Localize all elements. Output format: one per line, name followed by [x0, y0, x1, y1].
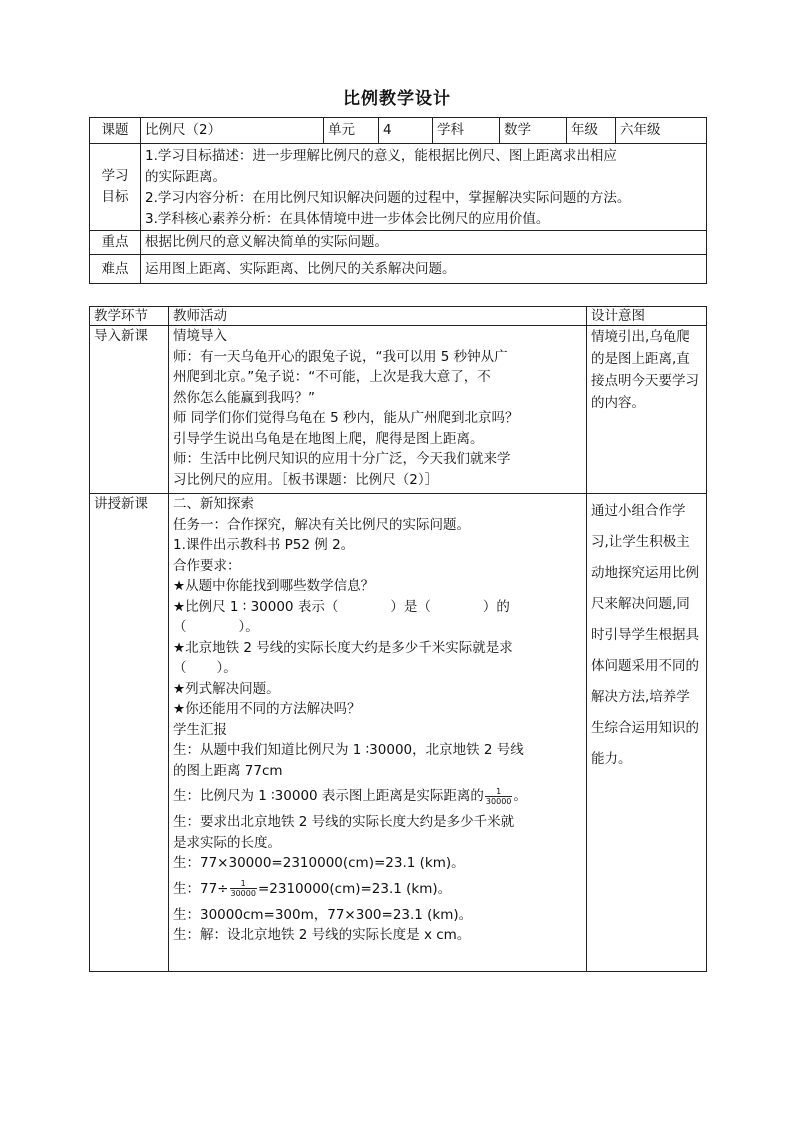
col-teacher-header: 教师活动	[169, 307, 587, 326]
intro-stage: 导入新课	[90, 326, 169, 494]
topic-label: 课题	[90, 118, 141, 144]
fraction-1-30000: $\frac{1}{30000}$	[485, 786, 512, 806]
goals-label: 学习 目标	[90, 144, 141, 231]
teach-activity: 二、新知探索 任务一：合作探究，解决有关比例尺的实际问题。 1.课件出示教科书 P52 例 2。 合作要求： ★从题中你能找到哪些数学信息？ ★比例尺 1 ∶ 30000 表示（ ）是（ ）的 （ ）。 ★北京地铁 2 号线的实际长度大约是多少千米实际就是求 （ ）。 ★列式解决问题。 ★你还能用不同的方法解决吗？ 学生汇报 生：从题中我们知道比例尺为 1 ∶30000，北京地铁 2 号线 的图上距离 77cm 生：比例尺为 1 ∶30000 表示图上距离是实际距离的 $\frac{1}{30000}$ 。 生：要求出北京地铁 2 号线的实际长度大约是多少千米就 是求实际的长度。 生：77×30000=2310000(cm)=23.1 (km)。 生：77÷ $\frac{1}{30000}$ =2310000(cm)=23.1 (km)。 生：30000cm=300m，77×300=23.1 (km)。 生：解：设北京地铁 2 号线的实际长度是 x cm。	[169, 494, 587, 972]
key-point-value: 根据比例尺的意义解决简单的实际问题。	[141, 231, 707, 255]
key-point-label: 重点	[90, 231, 141, 255]
subject-label: 学科	[433, 118, 500, 144]
teaching-process-table	[89, 306, 707, 972]
intro-activity: 情境导入 师：有一天乌龟开心的跟兔子说，“我可以用 5 秒钟从广 州爬到北京。”兔子说：“不可能，上次是我大意了，不 然你怎么能赢到我吗？” 师 同学们你们觉得乌龟在 5 秒内，能从广州爬到北京吗？ 引导学生说出乌龟是在地图上爬，爬得是图上距离。 师：生活中比例尺知识的应用十分广泛，今天我们就来学 习比例尺的应用。［板书课题：比例尺（2）］	[169, 326, 587, 494]
unit-value: 4	[379, 118, 433, 144]
col-stage-header: 教学环节	[90, 307, 169, 326]
grade-value: 六年级	[616, 118, 707, 144]
difficulty-label: 难点	[90, 255, 141, 284]
fraction-1-30000-b: $\frac{1}{30000}$	[230, 879, 256, 898]
teach-stage: 讲授新课	[90, 494, 169, 972]
col-intent-header: 设计意图	[587, 307, 707, 326]
lesson-info-table	[89, 117, 707, 284]
topic-value: 比例尺（2）	[141, 118, 324, 144]
intro-intent: 情境引出,乌龟爬的是图上距离,直接点明今天要学习的内容。	[587, 326, 707, 494]
goals-content: 1.学习目标描述：进一步理解比例尺的意义，能根据比例尺、图上距离求出相应 的实际距离。 2.学习内容分析：在用比例尺知识解决问题的过程中，掌握解决实际问题的方法。 3.学科核心素养分析：在具体情境中进一步体会比例尺的应用价值。	[141, 144, 707, 231]
unit-label: 单元	[324, 118, 379, 144]
difficulty-value: 运用图上距离、实际距离、比例尺的关系解决问题。	[141, 255, 707, 284]
document-title: 比例教学设计	[343, 89, 451, 109]
teach-intent: 通过小组合作学习,让学生积极主动地探究运用比例尺来解决问题,同时引导学生根据具体问题采用不同的解决方法,培养学生综合运用知识的能力。	[587, 494, 707, 972]
subject-value: 数学	[500, 118, 567, 144]
grade-label: 年级	[567, 118, 616, 144]
